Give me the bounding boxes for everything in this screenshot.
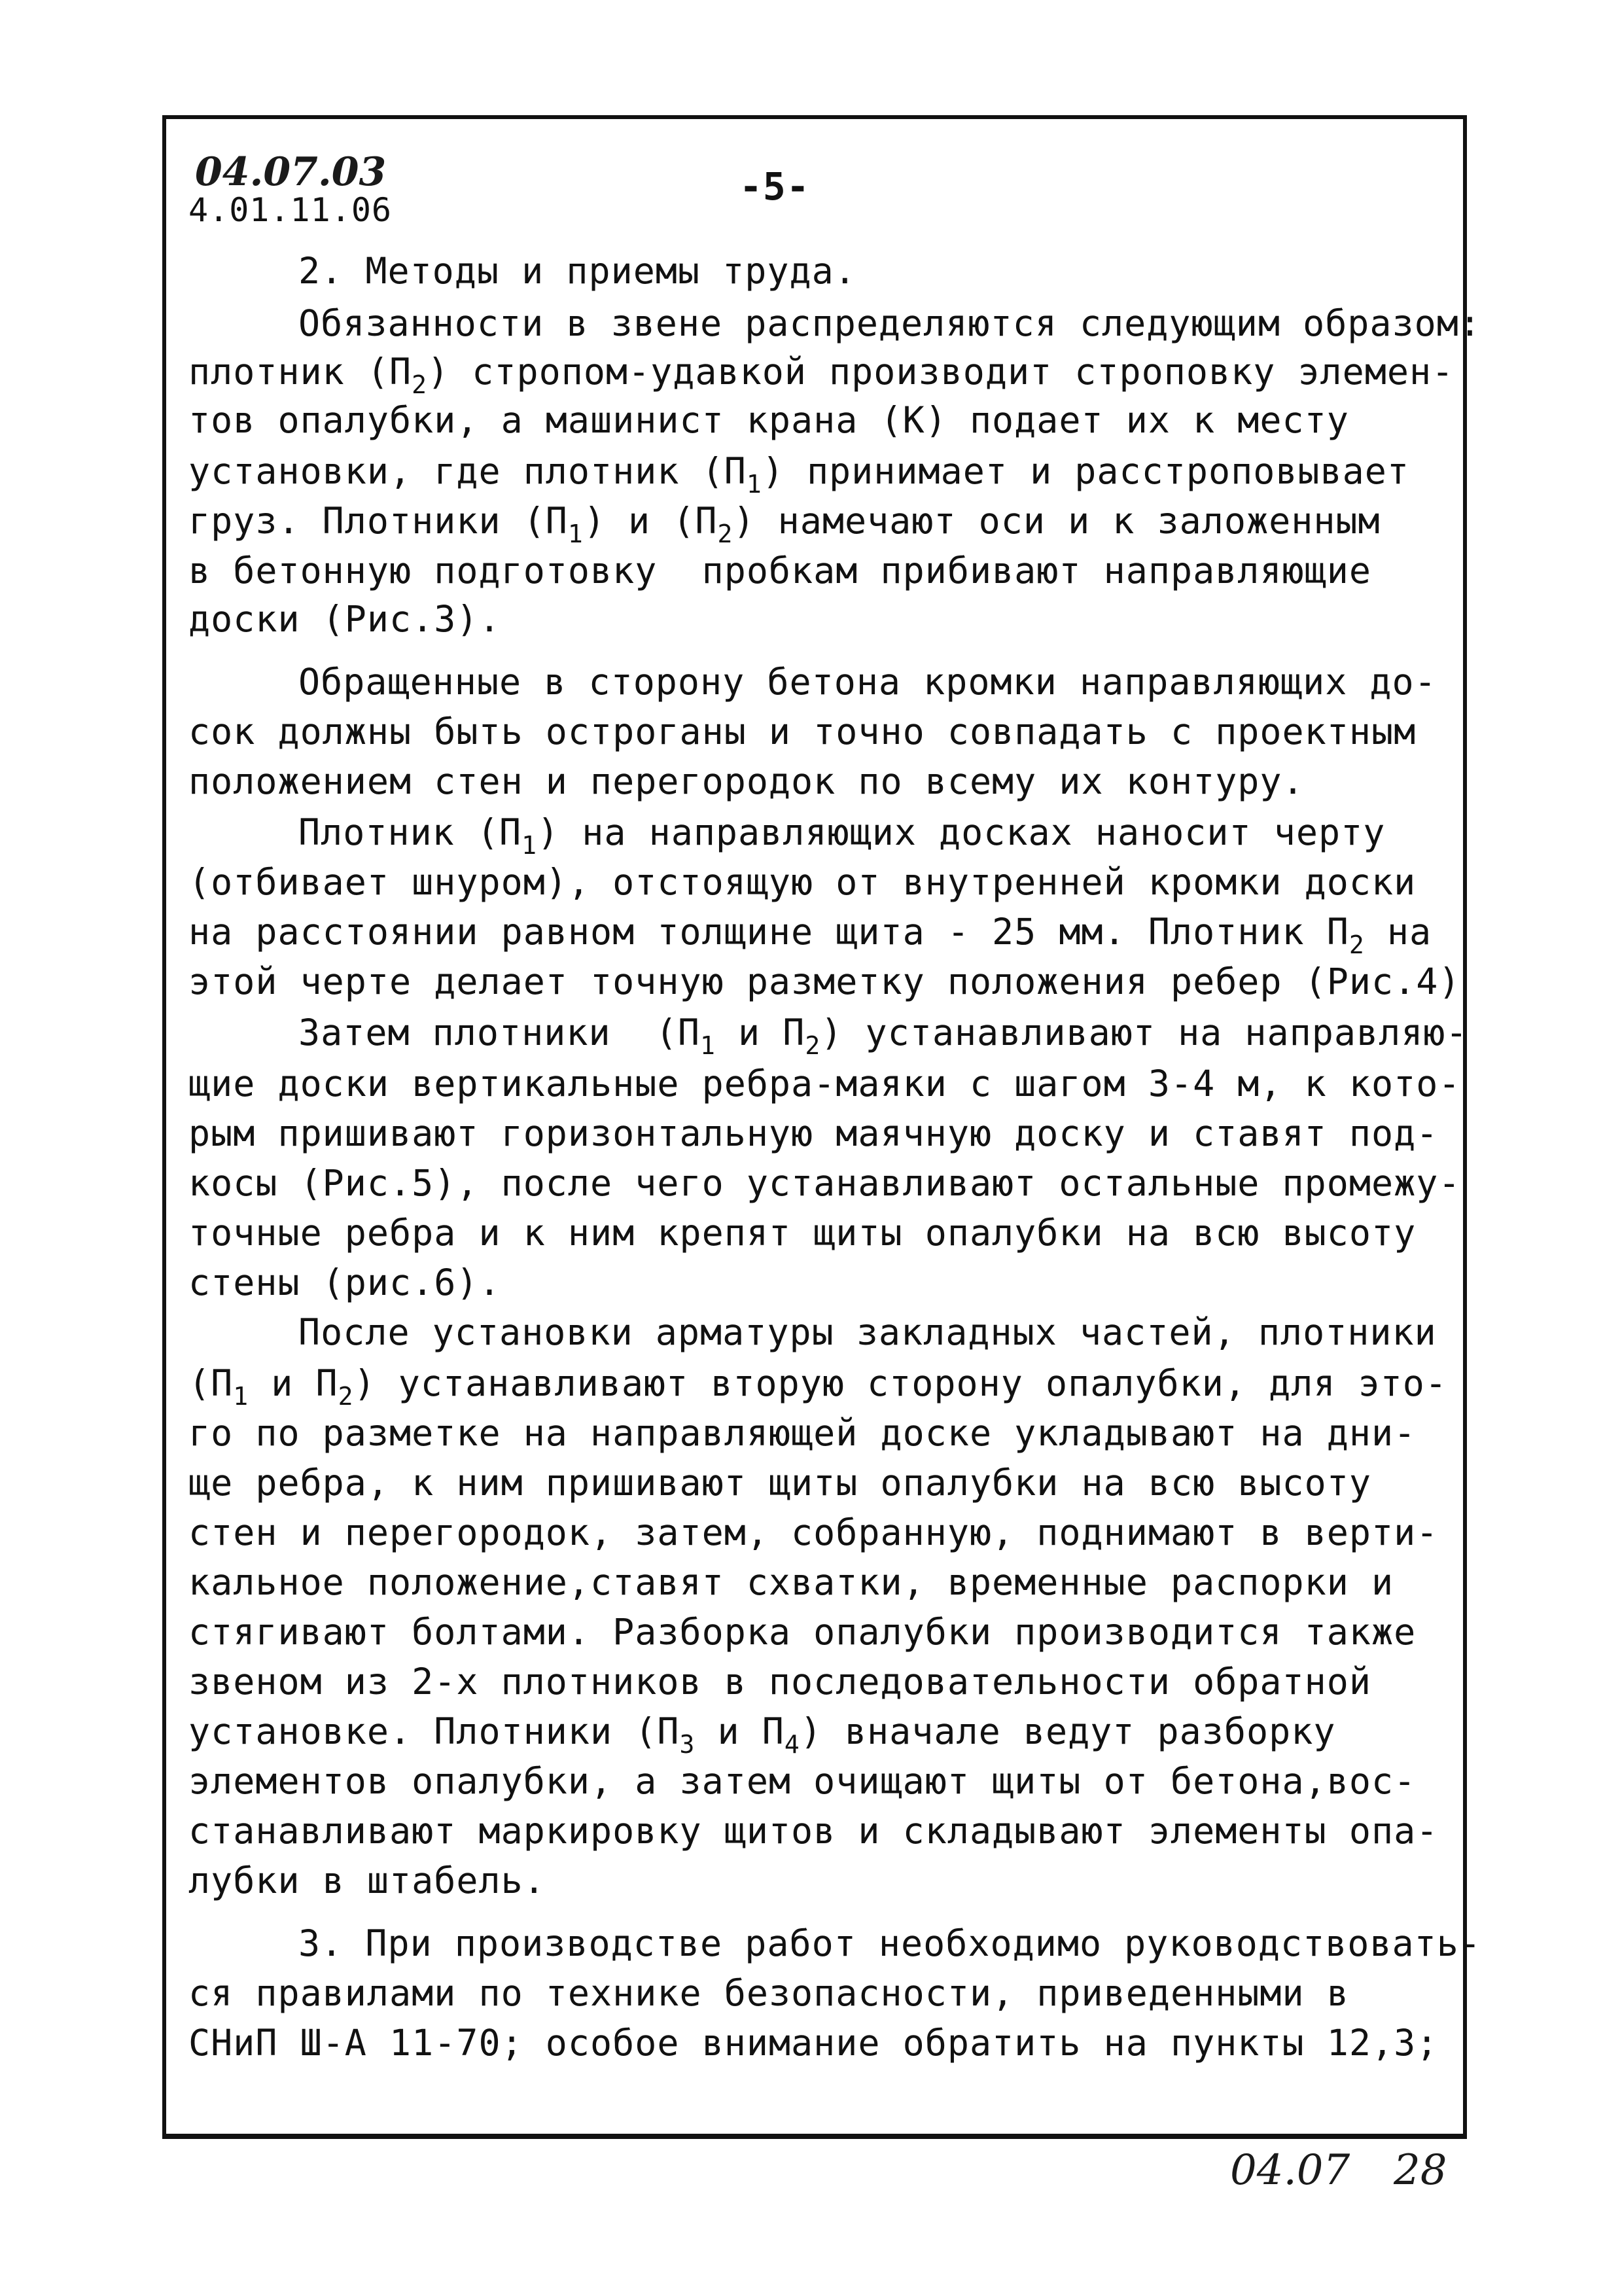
- text-line: на расстоянии равном толщине щита - 25 мм. Плотник $П_2$ на: [188, 911, 1432, 959]
- text-line: Обращенные в сторону бетона кромки направляющих до-: [298, 661, 1437, 703]
- text-line: рым пришивают горизонтальную маячную доску и ставят под-: [188, 1112, 1439, 1154]
- footer-sheet-number: 28: [1394, 2146, 1447, 2195]
- text-line: косы (Рис.5), после чего устанавливают остальные промежу-: [188, 1162, 1461, 1204]
- text-line: СНиП Ш-А 11-70; особое внимание обратить на пункты 12,3;: [188, 2022, 1439, 2064]
- text-line: положением стен и перегородок по всему их контуру.: [188, 760, 1305, 802]
- text-line: 2. Методы и приемы труда.: [298, 250, 856, 292]
- text-line: стены (рис.6).: [188, 1262, 501, 1303]
- footer-sheet-code: 04.07: [1230, 2146, 1350, 2195]
- text-line: в бетонную подготовку пробкам прибивают направляющие: [188, 550, 1371, 592]
- text-line: Обязанности в звене распределяются следующим образом:: [298, 302, 1481, 344]
- text-line: (отбивает шнуром), отстоящую от внутренней кромки доски: [188, 861, 1417, 903]
- text-line: лубки в штабель.: [188, 1860, 546, 1901]
- text-line: груз. Плотники $(П_1)$ и $(П_2)$ намечают оси и к заложенным: [188, 500, 1381, 548]
- text-line: стен и перегородок, затем, собранную, поднимают в верти-: [188, 1511, 1439, 1553]
- text-line: ($П_1$ и $П_2$) устанавливают вторую сторону опалубки, для это-: [188, 1362, 1447, 1411]
- text-line: Плотник $(П_1)$ на направляющих досках наносит черту: [298, 811, 1386, 860]
- text-line: ще ребра, к ним пришивают щиты опалубки на всю высоту: [188, 1462, 1371, 1504]
- text-line: Затем плотники ($П_1$ и $П_2$) устанавливают на направляю-: [298, 1012, 1468, 1060]
- text-line: После установки арматуры закладных частей, плотники: [298, 1311, 1437, 1353]
- text-line: плотник $(П_2)$ стропом-удавкой производит строповку элемен-: [188, 351, 1455, 399]
- text-line: элементов опалубки, а затем очищают щиты от бетона,вос-: [188, 1760, 1417, 1802]
- handwritten-code: 04.07.03: [195, 149, 387, 195]
- text-line: 3. При производстве работ необходимо руководствовать-: [298, 1922, 1481, 1964]
- text-line: этой черте делает точную разметку положения ребер (Рис.4): [188, 961, 1461, 1002]
- text-line: станавливают маркировку щитов и складывают элементы опа-: [188, 1810, 1439, 1852]
- text-line: тов опалубки, а машинист крана (К) подает их к месту: [188, 399, 1349, 441]
- text-line: сок должны быть остроганы и точно совпадать с проектным: [188, 711, 1417, 752]
- text-line: установки, где плотник $(П_1)$ принимает и расстроповывает: [188, 450, 1409, 499]
- text-line: щие доски вертикальные ребра-маяки с шагом 3-4 м, к кото-: [188, 1063, 1461, 1104]
- text-line: стягивают болтами. Разборка опалубки производится также: [188, 1611, 1417, 1653]
- text-line: го по разметке на направляющей доске укладывают на дни-: [188, 1412, 1417, 1454]
- text-line: установке. Плотники ($П_3$ и $П_4$) вначале ведут разборку: [188, 1710, 1336, 1759]
- text-line: звеном из 2-х плотников в последовательности обратной: [188, 1661, 1371, 1703]
- text-line: кальное положение,ставят схватки, временные распорки и: [188, 1561, 1394, 1603]
- text-line: доски (Рис.3).: [188, 598, 501, 640]
- typed-code: 4.01.11.06: [188, 191, 393, 229]
- page-number: -5-: [739, 164, 810, 209]
- text-line: ся правилами по технике безопасности, приведенными в: [188, 1972, 1349, 2014]
- text-line: точные ребра и к ним крепят щиты опалубки на всю высоту: [188, 1212, 1417, 1254]
